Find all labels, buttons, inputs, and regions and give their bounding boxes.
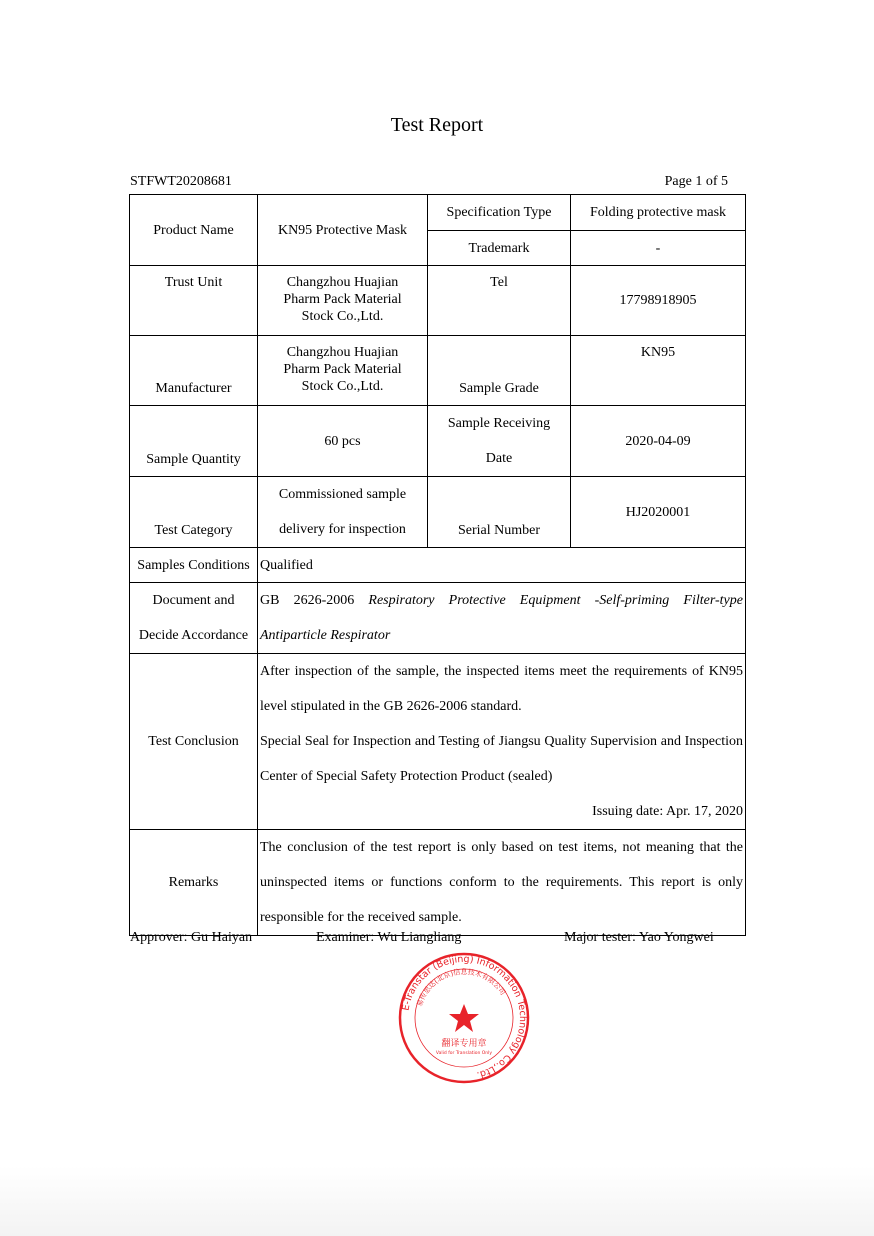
remarks-value: The conclusion of the test report is only based on test items, not meaning that the uninspected items or functions conform to the requirements. This report is only responsible for the received sample. (258, 830, 746, 936)
table-row (130, 654, 746, 830)
sample-quantity-label: Sample Quantity (130, 406, 258, 477)
page-indicator: Page 1 of 5 (664, 174, 728, 189)
document-label-line: Decide Accordance (138, 628, 249, 643)
test-conclusion-value (258, 654, 746, 830)
spec-type-label: Specification Type (428, 195, 571, 231)
samples-conditions-label: Samples Conditions (130, 548, 258, 583)
trust-unit-line: Pharm Pack Material (283, 292, 402, 307)
table-row (130, 266, 746, 336)
spec-type-value: Folding protective mask (571, 195, 746, 231)
trust-unit-value (258, 266, 428, 336)
trademark-value: - (571, 231, 746, 266)
document-label (130, 583, 258, 654)
issuing-date: Issuing date: Apr. 17, 2020 (592, 804, 743, 819)
table-row (130, 477, 746, 548)
sample-receiving-label (428, 406, 571, 477)
table-row (130, 336, 746, 406)
report-number: STFWT20208681 (130, 174, 232, 189)
product-name-label: Product Name (130, 195, 258, 266)
test-category-label: Test Category (130, 477, 258, 548)
trademark-label: Trademark (428, 231, 571, 266)
seal-outer-text: E-Transtar (Beijing) Information Technology Co.,Ltd. (400, 953, 529, 1081)
seal-center-cn: 翻译专用章 (441, 1039, 487, 1049)
manufacturer-label: Manufacturer (130, 336, 258, 406)
page-title: Test Report (390, 114, 484, 136)
table-row (130, 406, 746, 477)
approver: Approver: Gu Haiyan (130, 930, 253, 945)
standard-code: GB 2626-2006 (260, 593, 369, 608)
tel-label: Tel (428, 266, 571, 336)
sample-quantity-value: 60 pcs (258, 406, 428, 477)
seal-center-en: Valid for Translation Only (435, 1051, 493, 1056)
remarks-label: Remarks (130, 830, 258, 936)
samples-conditions-value: Qualified (258, 548, 746, 583)
sample-grade-value: KN95 (571, 336, 746, 406)
manufacturer-line: Pharm Pack Material (283, 362, 402, 377)
page-background-shade (0, 1166, 874, 1236)
table-row (130, 548, 746, 583)
seal-statement: Special Seal for Inspection and Testing of Jiangsu Quality Supervision and Inspection Center of Special Safety Protection Product (sealed) (260, 734, 743, 784)
document-label-line: Document and (152, 593, 235, 608)
table-row (130, 583, 746, 654)
test-conclusion-label: Test Conclusion (130, 654, 258, 830)
report-meta-row (130, 174, 728, 190)
seal-inner-text: 易传思达(北京)信息技术有限公司 (415, 967, 507, 1008)
standard-title: Respiratory Protective Equipment -Self-priming Filter-type Antiparticle Respirator (260, 593, 743, 643)
translation-seal (396, 950, 532, 1086)
trust-unit-line: Changzhou Huajian (286, 275, 399, 290)
tel-value: 17798918905 (571, 266, 746, 336)
test-category-line: Commissioned sample (278, 487, 407, 502)
document-value (258, 583, 746, 654)
report-table (129, 194, 746, 936)
sample-receiving-line: Date (485, 451, 513, 466)
conclusion-paragraph: After inspection of the sample, the inspected items meet the requirements of KN95 level stipulated in the GB 2626-2006 standard. (260, 664, 743, 714)
test-category-line: delivery for inspection (279, 522, 406, 537)
serial-number-value: HJ2020001 (571, 477, 746, 548)
star-icon (449, 1004, 479, 1032)
trust-unit-line: Stock Co.,Ltd. (301, 309, 384, 324)
test-category-value (258, 477, 428, 548)
trust-unit-label: Trust Unit (130, 266, 258, 336)
serial-number-label: Serial Number (428, 477, 571, 548)
sample-grade-label: Sample Grade (428, 336, 571, 406)
sample-receiving-value: 2020-04-09 (571, 406, 746, 477)
sample-receiving-line: Sample Receiving (447, 416, 551, 431)
major-tester: Major tester: Yao Yongwei (564, 930, 714, 945)
product-name-value: KN95 Protective Mask (258, 195, 428, 266)
table-row (130, 830, 746, 936)
examiner: Examiner: Wu Liangliang (316, 930, 462, 945)
manufacturer-value (258, 336, 428, 406)
manufacturer-line: Changzhou Huajian (286, 345, 399, 360)
manufacturer-line: Stock Co.,Ltd. (301, 379, 384, 394)
table-row (130, 195, 746, 231)
